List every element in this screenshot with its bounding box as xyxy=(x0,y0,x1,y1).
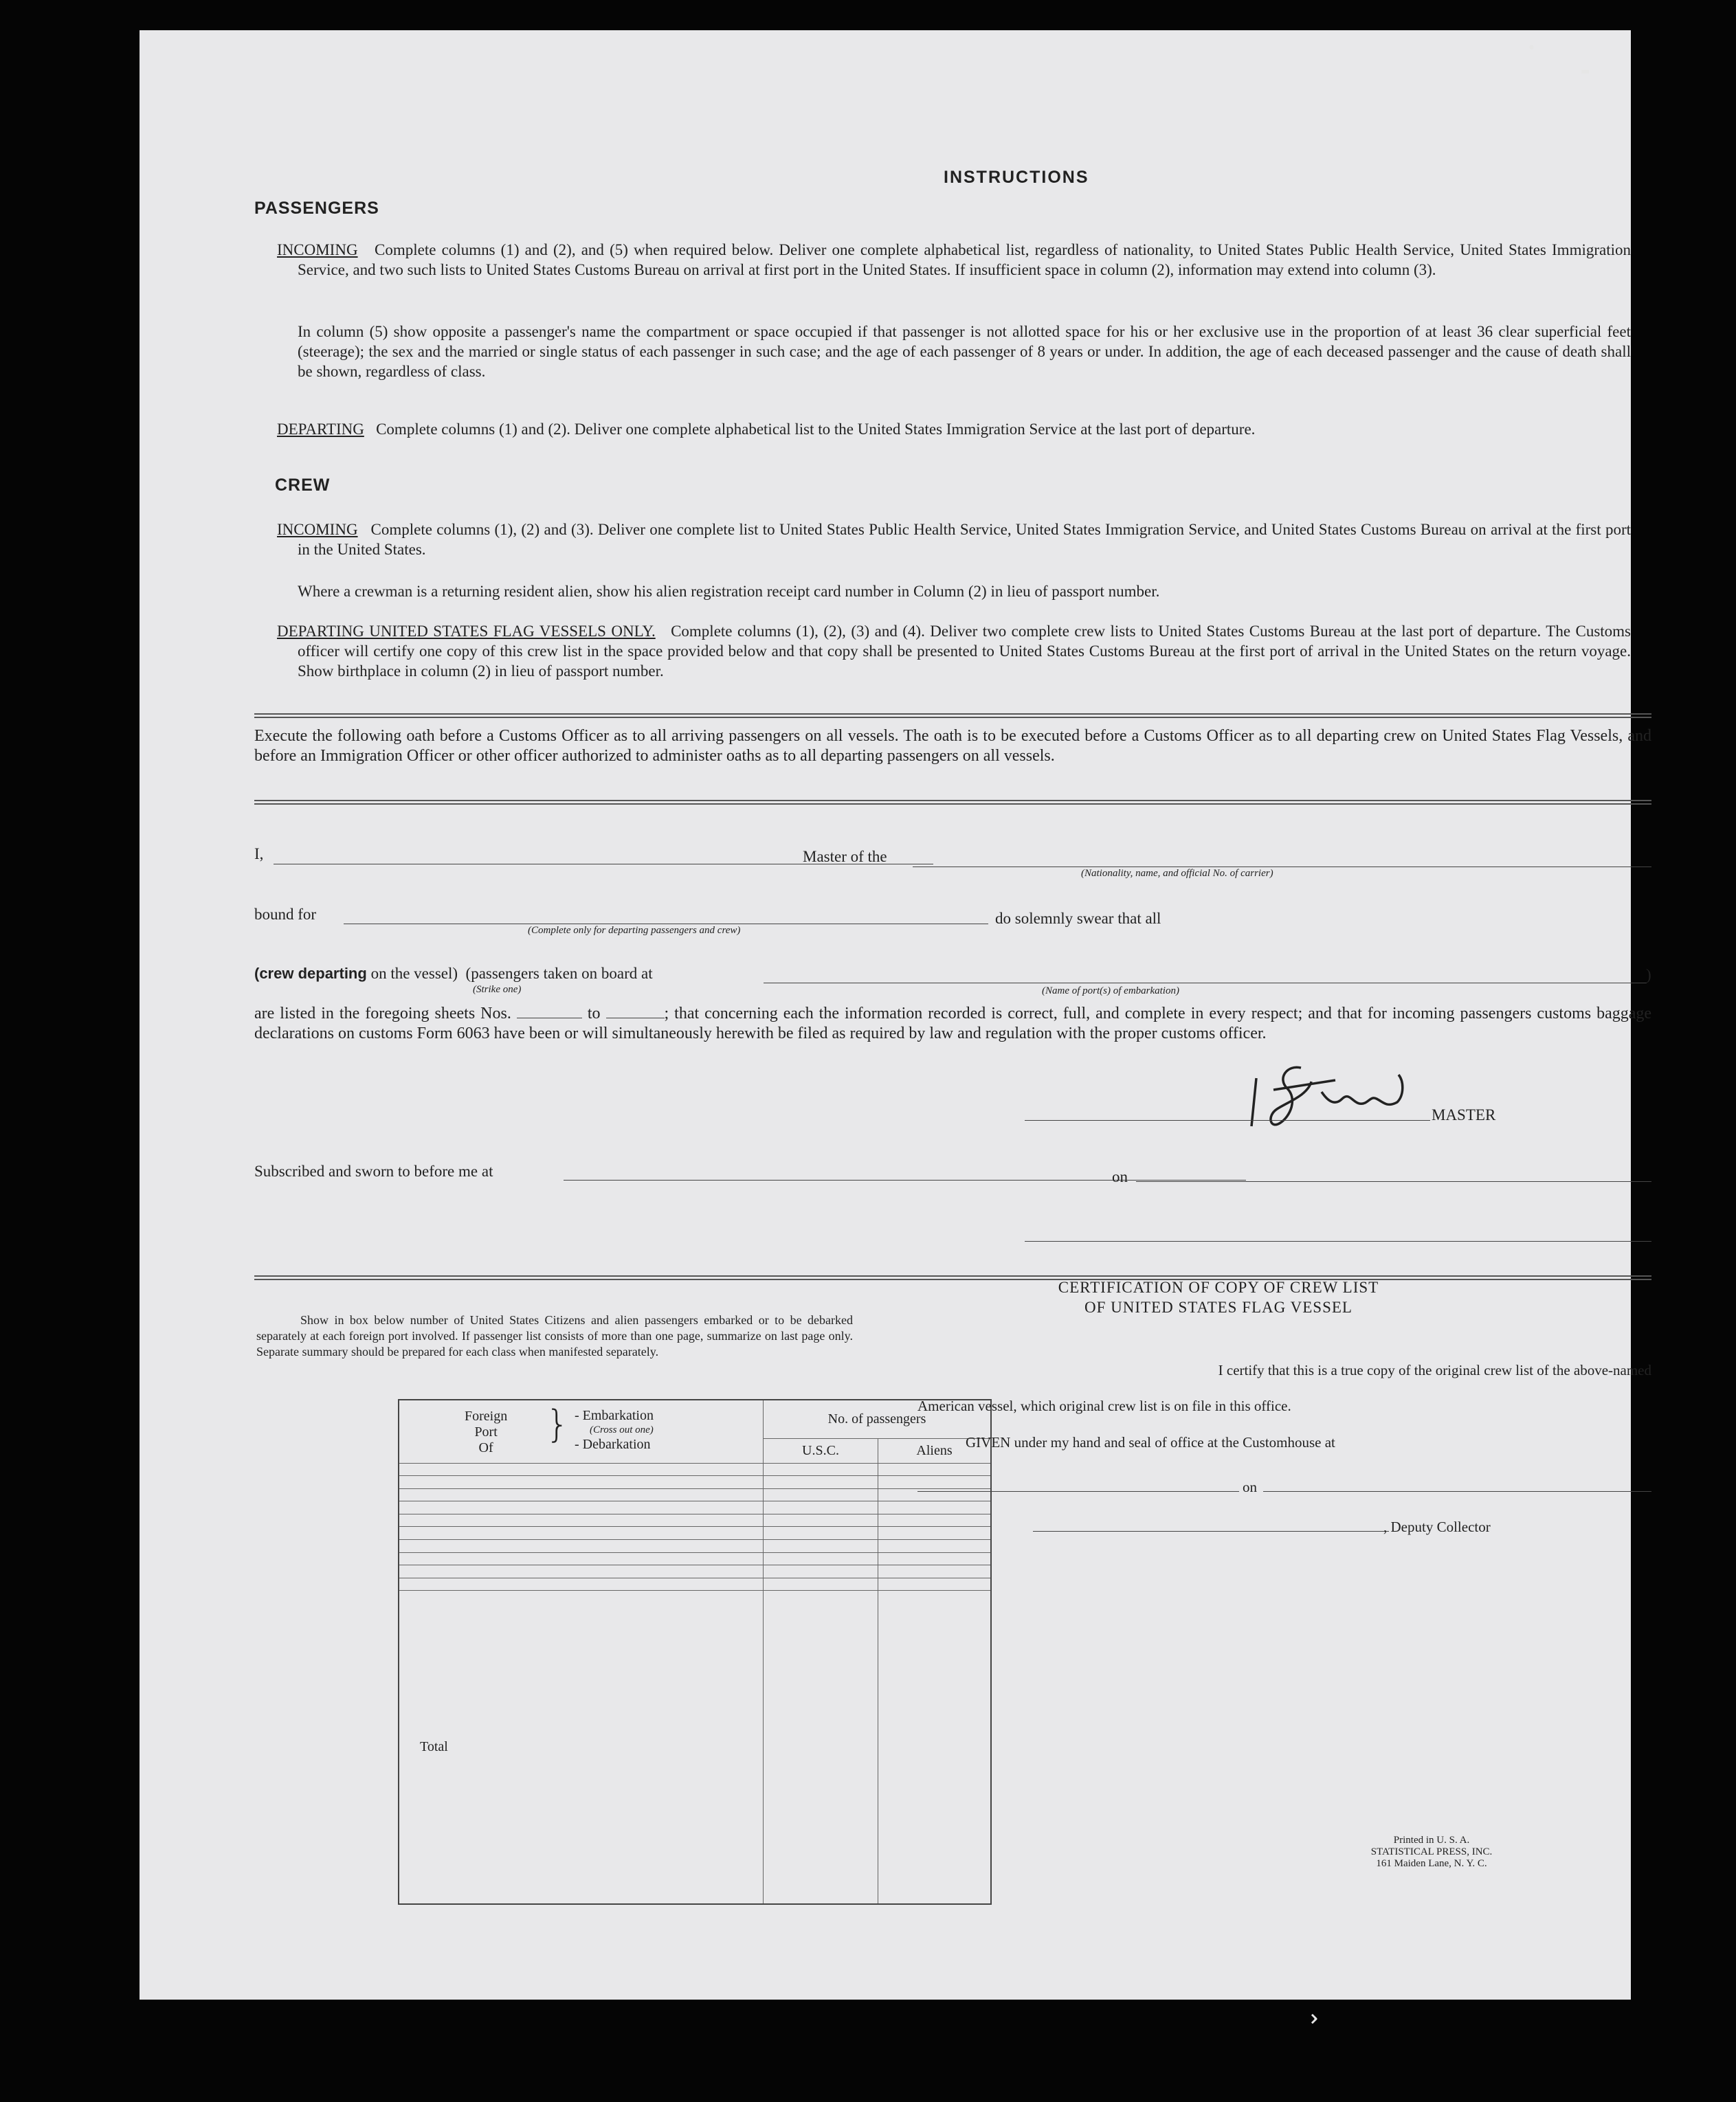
carrier-field[interactable] xyxy=(913,866,1651,867)
customhouse-field[interactable] xyxy=(917,1491,1239,1492)
port-cell[interactable] xyxy=(399,1488,764,1501)
port-cell[interactable] xyxy=(399,1540,764,1553)
passengers-incoming-text: Complete columns (1) and (2), and (5) when required below. Deliver one complete alphabetical list, regardless of nationality, to United States Public Health Service, United States Immigration Service, and two such lists to United States Customs Bureau on arrival at first port in the United States. If insufficient space in column (2), information may extend into column (3). xyxy=(298,241,1632,278)
table-row xyxy=(399,1540,991,1553)
passenger-summary-table xyxy=(398,1399,992,1905)
passengers-departing-paragraph xyxy=(277,419,1631,439)
sworn-location-field[interactable] xyxy=(564,1180,1246,1181)
printer-line3: 161 Maiden Lane, N. Y. C. xyxy=(1376,1858,1487,1869)
certification-title xyxy=(1026,1277,1411,1317)
summary-instructions: Show in box below number of United States Citizens and alien passengers embarked or to be debarked separately at each foreign port involved. If passenger list consists of more than one page, summarize on last page only. Separate summary should be prepared for each class when manifested separately. xyxy=(256,1313,853,1359)
crew-resident-paragraph: Where a crewman is a returning resident alien, show his alien registration receipt card number in Column (2) in lieu of passport number. xyxy=(298,583,1160,600)
foreign-label: Foreign xyxy=(465,1409,508,1424)
debarkation-label: - Debarkation xyxy=(575,1437,651,1452)
table-row xyxy=(399,1552,991,1565)
port-cell[interactable] xyxy=(399,1463,764,1476)
port-cell[interactable] xyxy=(399,1476,764,1489)
aliens-cell[interactable] xyxy=(878,1552,992,1565)
port-cell[interactable] xyxy=(399,1527,764,1540)
table-row xyxy=(399,1565,991,1578)
crew-departing-label: (crew departing xyxy=(254,965,367,982)
cert-date-field[interactable] xyxy=(1263,1491,1651,1492)
aliens-cell[interactable] xyxy=(878,1527,992,1540)
passengers-incoming-label: INCOMING xyxy=(277,241,358,258)
page-title: INSTRUCTIONS xyxy=(944,168,1089,187)
certification-title-line1: CERTIFICATION OF COPY OF CREW LIST xyxy=(1058,1279,1379,1296)
passengers-heading: PASSENGERS xyxy=(254,199,379,218)
oath-intro: Execute the following oath before a Customs Officer as to all arriving passengers on all vessels. The oath is to be executed before a Customs Officer as to all departing crew on United States Flag Vessels, and before an Immigration Officer or other officer authorized to administer oaths as to all departing passengers on all vessels. xyxy=(254,727,1651,765)
port-cell[interactable] xyxy=(399,1514,764,1527)
cross-out-hint: (Cross out one) xyxy=(590,1424,654,1435)
certify-line-1: I certify that this is a true copy of the original crew list of the above-named xyxy=(1218,1362,1651,1378)
bound-for-hint: (Complete only for departing passengers and crew) xyxy=(528,925,741,936)
document-page xyxy=(140,30,1652,2000)
oath-statement xyxy=(254,1004,1651,1044)
port-cell[interactable] xyxy=(399,1565,764,1578)
bound-for-label: bound for xyxy=(254,906,317,923)
aliens-cell[interactable] xyxy=(878,1578,992,1591)
sworn-on-label: on xyxy=(1112,1168,1128,1185)
scan-mark-icon: ⌃ xyxy=(1293,2009,1322,2029)
table-row xyxy=(399,1463,991,1476)
crew-departing-label: DEPARTING UNITED STATES FLAG VESSELS ONLY. xyxy=(277,623,656,640)
port-cell[interactable] xyxy=(399,1578,764,1591)
aliens-cell[interactable] xyxy=(878,1488,992,1501)
brace-icon: } xyxy=(546,1402,570,1446)
master-signature xyxy=(1081,1027,1438,1143)
sheets-label: are listed in the foregoing sheets Nos. xyxy=(254,1005,511,1022)
certify-line-2: American vessel, which original crew list is on file in this office. xyxy=(917,1398,1291,1414)
aliens-cell[interactable] xyxy=(878,1476,992,1489)
given-line: GIVEN under my hand and seal of office at the Customhouse at xyxy=(966,1434,1335,1451)
scan-mark-icon: • xyxy=(1527,40,1536,57)
deputy-collector-label: , Deputy Collector xyxy=(1383,1519,1491,1535)
usc-cell[interactable] xyxy=(764,1565,878,1578)
swear-label: do solemnly swear that all xyxy=(995,910,1161,927)
certification-title-line2: OF UNITED STATES FLAG VESSEL xyxy=(1084,1299,1353,1316)
usc-cell[interactable] xyxy=(764,1527,878,1540)
usc-total-cell[interactable] xyxy=(764,1591,878,1904)
no-passengers-header: No. of passengers xyxy=(764,1400,992,1438)
aliens-cell[interactable] xyxy=(878,1463,992,1476)
oath-declaration-text: ; that concerning each the information recorded is correct, full, and complete in every respect; and that for incoming passengers customs baggage declarations on customs Form 6063 have been or will simultaneously herewith be filed as required by law and regulation with the proper customs officer. xyxy=(254,1005,1652,1042)
strike-one-hint: (Strike one) xyxy=(473,984,522,995)
port-header-cell xyxy=(399,1400,764,1463)
port-cell[interactable] xyxy=(399,1501,764,1514)
oath-i-label: I, xyxy=(254,845,264,862)
crew-departing-paragraph xyxy=(277,621,1632,681)
scan-mark-icon: ▬ xyxy=(1581,66,1590,77)
port-cell[interactable] xyxy=(399,1552,764,1565)
printer-line2: STATISTICAL PRESS, INC. xyxy=(1370,1846,1493,1857)
embark-options xyxy=(575,1409,654,1452)
master-title-label: MASTER xyxy=(1432,1106,1496,1123)
aliens-cell[interactable] xyxy=(878,1501,992,1514)
officer-signature-field[interactable] xyxy=(1025,1241,1651,1242)
section-divider xyxy=(254,713,1651,718)
aliens-cell[interactable] xyxy=(878,1565,992,1578)
of-label: Of xyxy=(478,1440,493,1455)
crew-heading: CREW xyxy=(275,476,331,495)
usc-header: U.S.C. xyxy=(764,1438,878,1463)
section-divider xyxy=(254,1275,1651,1280)
port-hint: (Name of port(s) of embarkation) xyxy=(1042,985,1179,996)
carrier-hint: (Nationality, name, and official No. of carrier) xyxy=(1081,868,1273,879)
cert-on-label: on xyxy=(1243,1479,1257,1495)
passengers-departing-text: Complete columns (1) and (2). Deliver one complete alphabetical list to the United States Immigration Service at the last port of departure. xyxy=(376,421,1256,438)
usc-cell[interactable] xyxy=(764,1476,878,1489)
crew-incoming-label: INCOMING xyxy=(277,521,358,538)
deputy-signature-field[interactable] xyxy=(1033,1531,1389,1532)
usc-cell[interactable] xyxy=(764,1514,878,1527)
aliens-cell[interactable] xyxy=(878,1540,992,1553)
aliens-header: Aliens xyxy=(878,1438,992,1463)
table-row xyxy=(399,1578,991,1591)
aliens-cell[interactable] xyxy=(878,1514,992,1527)
crew-incoming-paragraph xyxy=(277,519,1632,559)
aliens-total-cell[interactable] xyxy=(878,1591,992,1904)
usc-cell[interactable] xyxy=(764,1501,878,1514)
passengers-column5-paragraph: In column (5) show opposite a passenger's name the compartment or space occupied if that passenger is not allotted space for his or her exclusive use in the proportion of at least 36 clear superficial feet (steerage); the sex and the married or single status of each passenger in such case; and the age of each passenger of 8 years or under. In addition, the age of each deceased passenger and the cause of death shall be shown, regardless of class. xyxy=(298,323,1631,380)
total-label: Total xyxy=(399,1591,764,1904)
on-vessel-label: on the vessel) xyxy=(370,965,458,982)
master-signature-line[interactable] xyxy=(1025,1120,1430,1121)
sworn-date-field[interactable] xyxy=(1136,1181,1651,1182)
port-label: Port xyxy=(474,1424,498,1440)
table-row xyxy=(399,1488,991,1501)
printer-imprint xyxy=(1294,1835,1569,1870)
passengers-taken-label: (passengers taken on board at xyxy=(465,965,653,982)
crew-departing-text: Complete columns (1), (2), (3) and (4). Deliver two complete crew lists to United States Customs Bureau at the last port of departure. The Customs officer will certify one copy of this crew list in the space provided below and that copy shall be presented to United States Customs Bureau at the first port of arrival in the United States on the return voyage. Show birthplace in column (2) in lieu of passport number. xyxy=(298,623,1632,680)
table-row xyxy=(399,1514,991,1527)
subscribed-label: Subscribed and sworn to before me at xyxy=(254,1163,493,1180)
section-divider xyxy=(254,800,1651,805)
master-of-the-label: Master of the xyxy=(803,848,887,865)
printer-line1: Printed in U. S. A. xyxy=(1393,1835,1470,1846)
to-label: to xyxy=(587,1005,601,1022)
usc-cell[interactable] xyxy=(764,1552,878,1565)
table-row xyxy=(399,1527,991,1540)
passengers-incoming-paragraph xyxy=(277,240,1632,280)
close-paren: ) xyxy=(1646,966,1651,983)
vessel-clause xyxy=(254,965,653,983)
passengers-departing-label: DEPARTING xyxy=(277,421,364,438)
foreign-port-of-label xyxy=(465,1409,507,1456)
usc-cell[interactable] xyxy=(764,1578,878,1591)
table-row xyxy=(399,1501,991,1514)
embarkation-label: - Embarkation xyxy=(575,1408,654,1423)
total-row xyxy=(399,1591,991,1904)
usc-cell[interactable] xyxy=(764,1488,878,1501)
crew-incoming-text: Complete columns (1), (2) and (3). Deliver one complete list to United States Public Health Service, United States Immigration Service, and United States Customs Bureau on arrival at the first port in the United States. xyxy=(298,521,1632,558)
usc-cell[interactable] xyxy=(764,1540,878,1553)
table-row xyxy=(399,1476,991,1489)
usc-cell[interactable] xyxy=(764,1463,878,1476)
